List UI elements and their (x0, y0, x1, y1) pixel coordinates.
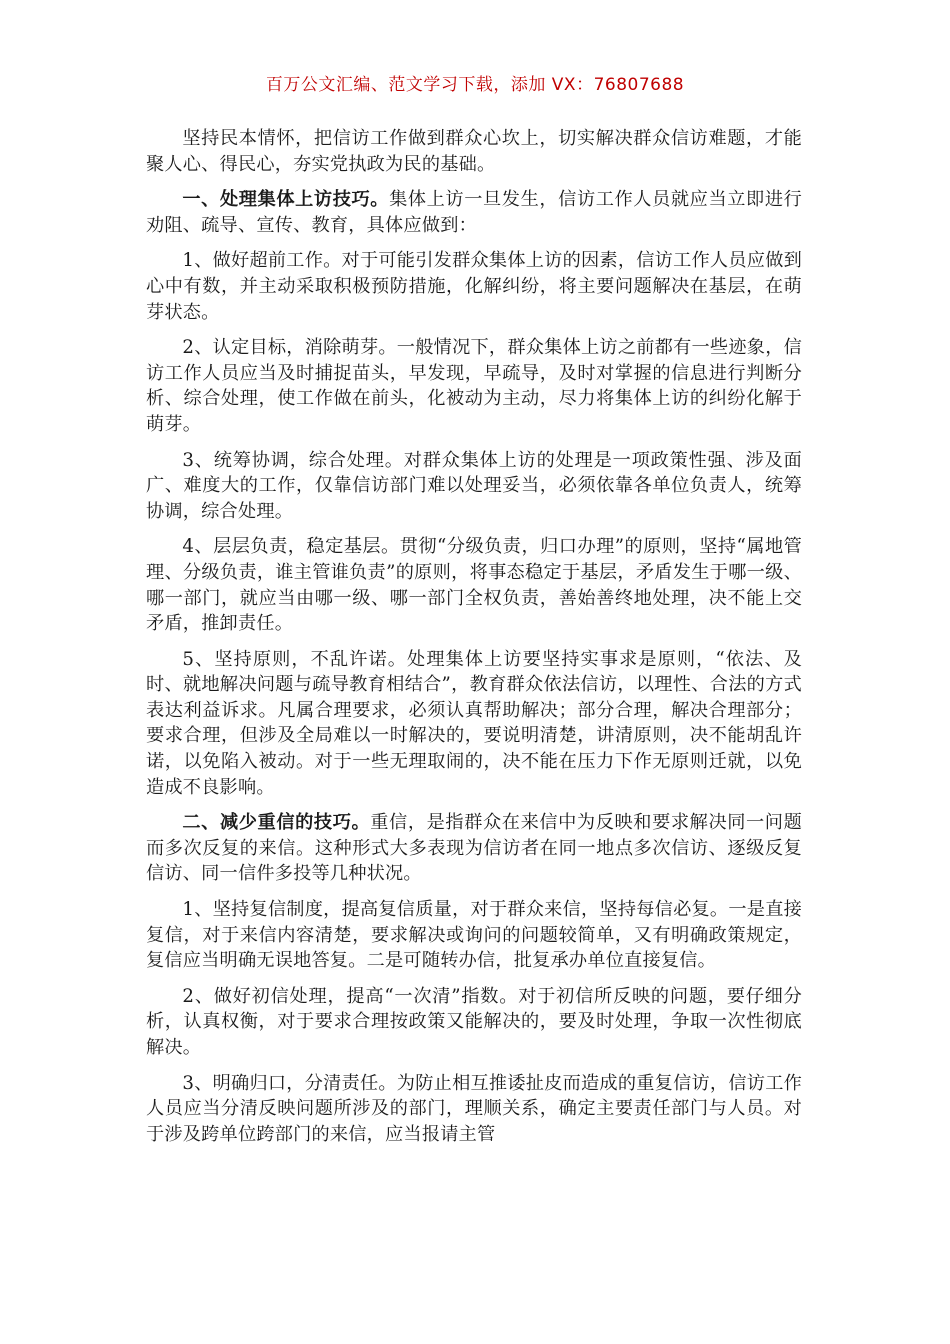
paragraph-text: 3、统筹协调，综合处理。对群众集体上访的处理是一项政策性强、涉及面广、难度大的工作，仅靠信访部门难以处理妥当，必须依靠各单位负责人，统筹协调，综合处理。 (146, 449, 802, 522)
section-heading-collective-petition (146, 187, 802, 238)
paragraph-item (146, 897, 802, 974)
paragraph-text: 3、明确归口，分清责任。为防止相互推诿扯皮而造成的重复信访，信访工作人员应当分清反映问题所涉及的部门，理顺关系，确定主要责任部门与人员。对于涉及跨单位跨部门的来信，应当报请主管 (146, 1072, 802, 1145)
paragraph-text: 5、坚持原则，不乱许诺。处理集体上访要坚持实事求是原则，“依法、及时、就地解决问题与疏导教育相结合”，教育群众依法信访，以理性、合法的方式表达利益诉求。凡属合理要求，必须认真帮助解决；部分合理，解决合理部分；要求合理，但涉及全局难以一时解决的，要说明清楚，讲清原则，决不能胡乱许诺，以免陷入被动。对于一些无理取闹的，决不能在压力下作无原则迁就，以免造成不良影响。 (146, 648, 802, 798)
section-heading-repeat-letters (146, 810, 802, 887)
paragraph-text: 1、做好超前工作。对于可能引发群众集体上访的因素，信访工作人员应做到心中有数，并主动采取积极预防措施，化解纠纷，将主要问题解决在基层，在萌芽状态。 (146, 250, 802, 323)
section-title: 一、处理集体上访技巧。 (182, 189, 390, 211)
section-title: 二、减少重信的技巧。 (182, 812, 371, 834)
paragraph-text: 2、认定目标，消除萌芽。一般情况下，群众集体上访之前都有一些迹象，信访工作人员应当及时捕捉苗头，早发现，早疏导，及时对掌握的信息进行判断分析、综合处理，使工作做在前头，化被动为主动，尽力将集体上访的纠纷化解于萌芽。 (146, 337, 802, 435)
document-body (146, 126, 802, 1157)
page-header-notice: 百万公文汇编、范文学习下载，添加 VX：76807688 (265, 75, 685, 95)
paragraph-item (146, 534, 802, 636)
paragraph-item (146, 984, 802, 1061)
paragraph-text: 重信，是指群众在来信中为反映和要求解决同一问题而多次反复的来信。这种形式大多表现为信访者在同一地点多次信访、逐级反复信访、同一信件多投等几种状况。 (146, 812, 802, 885)
paragraph-text: 集体上访一旦发生，信访工作人员就应当立即进行劝阻、疏导、宣传、教育，具体应做到： (146, 189, 802, 236)
paragraph-text: 坚持民本情怀，把信访工作做到群众心坎上，切实解决群众信访难题，才能聚人心、得民心，夯实党执政为民的基础。 (146, 128, 802, 175)
paragraph-text: 1、坚持复信制度，提高复信质量，对于群众来信，坚持每信必复。一是直接复信，对于来信内容清楚，要求解决或询问的问题较简单，又有明确政策规定，复信应当明确无误地答复。二是可随转办信，批复承办单位直接复信。 (146, 899, 802, 972)
paragraph-text: 4、层层负责，稳定基层。贯彻“分级负责，归口办理”的原则，坚持“属地管理、分级负责，谁主管谁负责”的原则，将事态稳定于基层，矛盾发生于哪一级、哪一部门，就应当由哪一级、哪一部门全权负责，善始善终地处理，决不能上交矛盾，推卸责任。 (146, 536, 802, 635)
paragraph-item (146, 647, 802, 801)
paragraph-item (146, 248, 802, 325)
paragraph-item (146, 448, 802, 525)
paragraph-text: 2、做好初信处理，提高“一次清”指数。对于初信所反映的问题，要仔细分析，认真权衡，对于要求合理按政策又能解决的，要及时处理，争取一次性彻底解决。 (146, 985, 802, 1058)
paragraph-intro (146, 126, 802, 177)
paragraph-item (146, 1071, 802, 1148)
paragraph-item (146, 335, 802, 437)
